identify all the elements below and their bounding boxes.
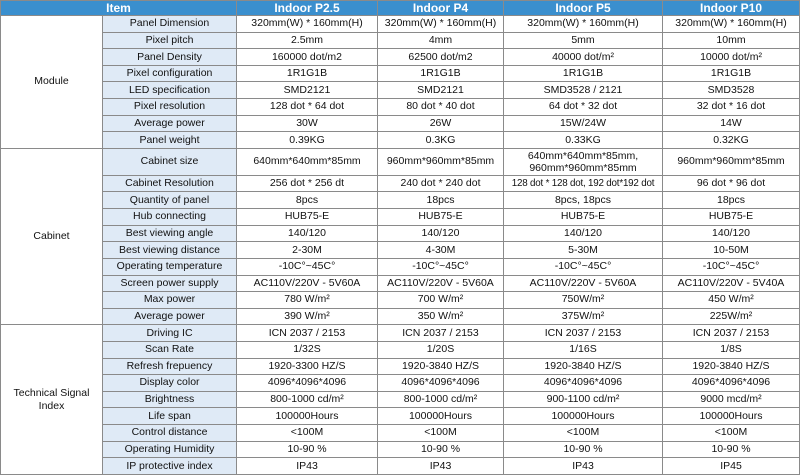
value-p10: IP45: [663, 458, 800, 475]
table-row: [1, 148, 800, 175]
table-row: [1, 225, 800, 242]
value-p4: 4-30M: [378, 242, 504, 259]
value-p10: 96 dot * 96 dot: [663, 175, 800, 192]
row-label: Quantity of panel: [103, 192, 237, 209]
table-row: [1, 375, 800, 392]
value-p10: 18pcs: [663, 192, 800, 209]
table-row: [1, 341, 800, 358]
value-p10: 140/120: [663, 225, 800, 242]
value-p5: 0.33KG: [504, 132, 663, 149]
value-p5: 10-90 %: [504, 441, 663, 458]
header-p5: Indoor P5: [504, 1, 663, 16]
row-label: Refresh frepuency: [103, 358, 237, 375]
table-row: [1, 65, 800, 82]
value-p10: 14W: [663, 115, 800, 132]
table-row: [1, 32, 800, 49]
table-row: [1, 115, 800, 132]
value-p25: 1R1G1B: [237, 65, 378, 82]
value-p10: 0.32KG: [663, 132, 800, 149]
value-p10: 10-50M: [663, 242, 800, 259]
value-p5: -10C°~45C°: [504, 258, 663, 275]
row-label: Operating temperature: [103, 258, 237, 275]
row-label: Pixel pitch: [103, 32, 237, 49]
value-p5: 900-1100 cd/m²: [504, 391, 663, 408]
row-label: IP protective index: [103, 458, 237, 475]
value-p25: SMD2121: [237, 82, 378, 99]
row-label: Driving IC: [103, 325, 237, 342]
header-p4: Indoor P4: [378, 1, 504, 16]
value-p5: 40000 dot/m²: [504, 49, 663, 66]
row-label: Scan Rate: [103, 341, 237, 358]
value-p25: 30W: [237, 115, 378, 132]
value-p25: 4096*4096*4096: [237, 375, 378, 392]
value-p25: 100000Hours: [237, 408, 378, 425]
value-p5: IP43: [504, 458, 663, 475]
table-row: [1, 292, 800, 309]
group-label-technical-signal-index: Technical Signal Index: [1, 325, 103, 475]
value-p10: HUB75-E: [663, 209, 800, 226]
value-p25: 800-1000 cd/m²: [237, 391, 378, 408]
row-label: Panel Dimension: [103, 16, 237, 33]
group-label-module: Module: [1, 16, 103, 149]
table-row: [1, 358, 800, 375]
value-p10: 1R1G1B: [663, 65, 800, 82]
value-p5: 1/16S: [504, 341, 663, 358]
value-p10: SMD3528: [663, 82, 800, 99]
row-label: Average power: [103, 115, 237, 132]
value-p4: SMD2121: [378, 82, 504, 99]
value-p25: 256 dot * 256 dt: [237, 175, 378, 192]
value-p4: 240 dot * 240 dot: [378, 175, 504, 192]
value-p5: SMD3528 / 2121: [504, 82, 663, 99]
value-p4: 350 W/m²: [378, 308, 504, 325]
value-p25: 1920-3300 HZ/S: [237, 358, 378, 375]
value-p4: 26W: [378, 115, 504, 132]
value-p10: 9000 mcd/m²: [663, 391, 800, 408]
value-p25: 320mm(W) * 160mm(H): [237, 16, 378, 33]
table-row: [1, 258, 800, 275]
value-p4: 700 W/m²: [378, 292, 504, 309]
table-row: [1, 49, 800, 66]
value-p10: ICN 2037 / 2153: [663, 325, 800, 342]
value-p5: 15W/24W: [504, 115, 663, 132]
value-p10: 960mm*960mm*85mm: [663, 148, 800, 175]
row-label: Best viewing distance: [103, 242, 237, 259]
value-p4: -10C°~45C°: [378, 258, 504, 275]
value-p25: <100M: [237, 425, 378, 442]
value-p5: HUB75-E: [504, 209, 663, 226]
table-row: [1, 175, 800, 192]
row-label: Panel weight: [103, 132, 237, 149]
row-label: Brightness: [103, 391, 237, 408]
table-row: [1, 325, 800, 342]
value-p5: 100000Hours: [504, 408, 663, 425]
value-p10: 10000 dot/m²: [663, 49, 800, 66]
value-p5: 1R1G1B: [504, 65, 663, 82]
value-p5: 4096*4096*4096: [504, 375, 663, 392]
group-label-cabinet: Cabinet: [1, 148, 103, 324]
value-p25: 160000 dot/m2: [237, 49, 378, 66]
value-p5: ICN 2037 / 2153: [504, 325, 663, 342]
row-label: Life span: [103, 408, 237, 425]
value-p5: AC110V/220V - 5V60A: [504, 275, 663, 292]
value-p4: 800-1000 cd/m²: [378, 391, 504, 408]
value-p10: 4096*4096*4096: [663, 375, 800, 392]
value-p25: IP43: [237, 458, 378, 475]
value-p25: ICN 2037 / 2153: [237, 325, 378, 342]
value-p5: 1920-3840 HZ/S: [504, 358, 663, 375]
row-label: LED specification: [103, 82, 237, 99]
row-label: Hub connecting: [103, 209, 237, 226]
table-row: [1, 82, 800, 99]
header-row: [1, 1, 800, 16]
value-p4: 140/120: [378, 225, 504, 242]
value-p5: 8pcs, 18pcs: [504, 192, 663, 209]
value-p25: HUB75-E: [237, 209, 378, 226]
value-p5: 128 dot * 128 dot, 192 dot*192 dot: [504, 175, 663, 192]
value-p10: <100M: [663, 425, 800, 442]
value-p25: 10-90 %: [237, 441, 378, 458]
value-p5: 64 dot * 32 dot: [504, 99, 663, 116]
table-row: [1, 132, 800, 149]
value-p4: 10-90 %: [378, 441, 504, 458]
value-p4: 1920-3840 HZ/S: [378, 358, 504, 375]
value-p25: AC110V/220V - 5V60A: [237, 275, 378, 292]
value-p4: 18pcs: [378, 192, 504, 209]
value-p10: -10C°~45C°: [663, 258, 800, 275]
value-p4: 320mm(W) * 160mm(H): [378, 16, 504, 33]
table-row: [1, 275, 800, 292]
value-p25: 140/120: [237, 225, 378, 242]
value-p25: 128 dot * 64 dot: [237, 99, 378, 116]
row-label: Screen power supply: [103, 275, 237, 292]
table-row: [1, 209, 800, 226]
value-p25: 390 W/m²: [237, 308, 378, 325]
value-p25: 2-30M: [237, 242, 378, 259]
value-p10: 320mm(W) * 160mm(H): [663, 16, 800, 33]
row-label: Max power: [103, 292, 237, 309]
value-p5: 640mm*640mm*85mm, 960mm*960mm*85mm: [504, 148, 663, 175]
header-p25: Indoor P2.5: [237, 1, 378, 16]
value-p4: 0.3KG: [378, 132, 504, 149]
value-p25: 8pcs: [237, 192, 378, 209]
header-p10: Indoor P10: [663, 1, 800, 16]
table-row: [1, 16, 800, 33]
row-label: Cabinet Resolution: [103, 175, 237, 192]
row-label: Cabinet size: [103, 148, 237, 175]
table-row: [1, 99, 800, 116]
value-p5: 750W/m²: [504, 292, 663, 309]
table-row: [1, 242, 800, 259]
value-p25: 0.39KG: [237, 132, 378, 149]
value-p4: 4mm: [378, 32, 504, 49]
value-p4: 80 dot * 40 dot: [378, 99, 504, 116]
row-label: Average power: [103, 308, 237, 325]
header-item: Item: [1, 1, 237, 16]
value-p5: 320mm(W) * 160mm(H): [504, 16, 663, 33]
value-p4: 1/20S: [378, 341, 504, 358]
value-p4: IP43: [378, 458, 504, 475]
table-row: [1, 308, 800, 325]
value-p4: AC110V/220V - 5V60A: [378, 275, 504, 292]
value-p5: 140/120: [504, 225, 663, 242]
table-row: [1, 192, 800, 209]
table-row: [1, 458, 800, 475]
value-p25: -10C°~45C°: [237, 258, 378, 275]
value-p4: 4096*4096*4096: [378, 375, 504, 392]
value-p10: 1/8S: [663, 341, 800, 358]
value-p25: 1/32S: [237, 341, 378, 358]
value-p4: 1R1G1B: [378, 65, 504, 82]
table-row: [1, 441, 800, 458]
value-p4: ICN 2037 / 2153: [378, 325, 504, 342]
table-row: [1, 425, 800, 442]
value-p10: 100000Hours: [663, 408, 800, 425]
table-row: [1, 408, 800, 425]
value-p10: 1920-3840 HZ/S: [663, 358, 800, 375]
value-p4: <100M: [378, 425, 504, 442]
value-p5: <100M: [504, 425, 663, 442]
value-p5: 5-30M: [504, 242, 663, 259]
row-label: Control distance: [103, 425, 237, 442]
value-p4: 100000Hours: [378, 408, 504, 425]
row-label: Pixel resolution: [103, 99, 237, 116]
value-p5: 375W/m²: [504, 308, 663, 325]
value-p25: 2.5mm: [237, 32, 378, 49]
value-p25: 640mm*640mm*85mm: [237, 148, 378, 175]
table-row: [1, 391, 800, 408]
value-p10: 10-90 %: [663, 441, 800, 458]
value-p10: AC110V/220V - 5V40A: [663, 275, 800, 292]
value-p10: 32 dot * 16 dot: [663, 99, 800, 116]
row-label: Display color: [103, 375, 237, 392]
value-p5: 5mm: [504, 32, 663, 49]
row-label: Panel Density: [103, 49, 237, 66]
row-label: Pixel configuration: [103, 65, 237, 82]
value-p10: 225W/m²: [663, 308, 800, 325]
value-p4: HUB75-E: [378, 209, 504, 226]
value-p10: 450 W/m²: [663, 292, 800, 309]
row-label: Best viewing angle: [103, 225, 237, 242]
value-p4: 62500 dot/m2: [378, 49, 504, 66]
value-p4: 960mm*960mm*85mm: [378, 148, 504, 175]
value-p10: 10mm: [663, 32, 800, 49]
spec-body: [1, 16, 800, 475]
row-label: Operating Humidity: [103, 441, 237, 458]
value-p25: 780 W/m²: [237, 292, 378, 309]
